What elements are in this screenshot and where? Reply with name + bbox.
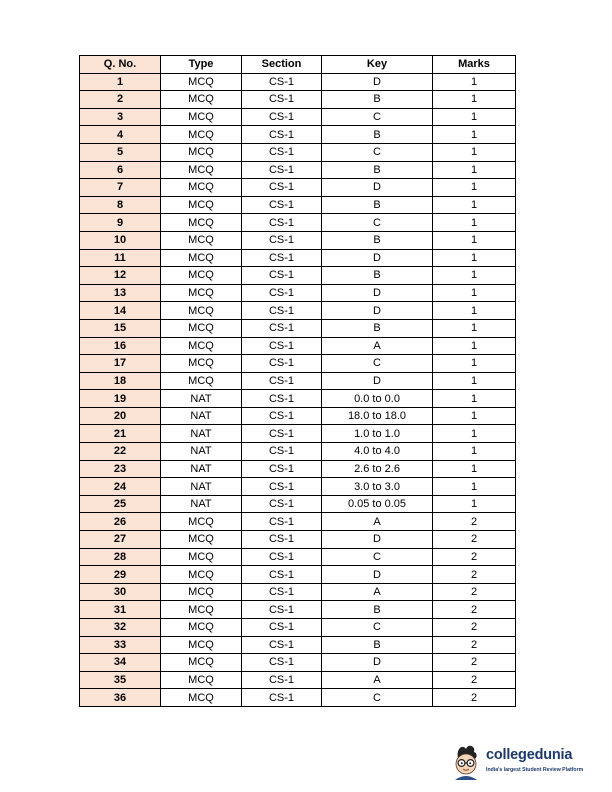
cell-q-no: 1 (80, 73, 161, 91)
table-row (80, 284, 516, 302)
table-row (80, 619, 516, 637)
cell-section: CS-1 (242, 284, 322, 302)
cell-q-no: 9 (80, 214, 161, 232)
cell-marks: 2 (433, 671, 516, 689)
cell-type: MCQ (161, 302, 242, 320)
cell-section: CS-1 (242, 583, 322, 601)
cell-q-no: 13 (80, 284, 161, 302)
cell-type: MCQ (161, 566, 242, 584)
cell-key: D (322, 654, 433, 672)
cell-key: 4.0 to 4.0 (322, 443, 433, 461)
cell-marks: 1 (433, 196, 516, 214)
cell-type: MCQ (161, 161, 242, 179)
table-row (80, 636, 516, 654)
cell-q-no: 12 (80, 267, 161, 285)
cell-type: MCQ (161, 654, 242, 672)
cell-q-no: 34 (80, 654, 161, 672)
cell-section: CS-1 (242, 372, 322, 390)
cell-q-no: 3 (80, 108, 161, 126)
cell-type: MCQ (161, 214, 242, 232)
cell-section: CS-1 (242, 548, 322, 566)
cell-q-no: 2 (80, 91, 161, 109)
cell-section: CS-1 (242, 319, 322, 337)
cell-q-no: 19 (80, 390, 161, 408)
table-row (80, 513, 516, 531)
cell-type: MCQ (161, 619, 242, 637)
cell-marks: 1 (433, 443, 516, 461)
cell-q-no: 18 (80, 372, 161, 390)
cell-section: CS-1 (242, 460, 322, 478)
table-row (80, 267, 516, 285)
cell-type: MCQ (161, 636, 242, 654)
cell-type: MCQ (161, 126, 242, 144)
cell-section: CS-1 (242, 214, 322, 232)
cell-marks: 1 (433, 267, 516, 285)
cell-section: CS-1 (242, 425, 322, 443)
cell-q-no: 8 (80, 196, 161, 214)
table-row (80, 601, 516, 619)
cell-section: CS-1 (242, 407, 322, 425)
cell-marks: 1 (433, 355, 516, 373)
cell-q-no: 30 (80, 583, 161, 601)
cell-q-no: 10 (80, 231, 161, 249)
cell-type: MCQ (161, 671, 242, 689)
cell-section: CS-1 (242, 179, 322, 197)
cell-section: CS-1 (242, 619, 322, 637)
cell-marks: 1 (433, 390, 516, 408)
cell-section: CS-1 (242, 267, 322, 285)
table-row (80, 249, 516, 267)
cell-type: NAT (161, 460, 242, 478)
brand-name: collegedunia (486, 747, 573, 763)
cell-key: D (322, 249, 433, 267)
cell-marks: 1 (433, 249, 516, 267)
cell-marks: 2 (433, 548, 516, 566)
cell-q-no: 29 (80, 566, 161, 584)
cell-q-no: 20 (80, 407, 161, 425)
cell-q-no: 36 (80, 689, 161, 707)
table-row (80, 143, 516, 161)
cell-section: CS-1 (242, 249, 322, 267)
cell-section: CS-1 (242, 495, 322, 513)
cell-type: MCQ (161, 231, 242, 249)
cell-type: NAT (161, 478, 242, 496)
cell-section: CS-1 (242, 390, 322, 408)
cell-section: CS-1 (242, 443, 322, 461)
cell-type: MCQ (161, 531, 242, 549)
cell-key: 0.05 to 0.05 (322, 495, 433, 513)
cell-q-no: 15 (80, 319, 161, 337)
cell-section: CS-1 (242, 531, 322, 549)
cell-q-no: 24 (80, 478, 161, 496)
cell-marks: 1 (433, 372, 516, 390)
cell-section: CS-1 (242, 671, 322, 689)
cell-marks: 1 (433, 478, 516, 496)
table-row (80, 583, 516, 601)
cell-q-no: 6 (80, 161, 161, 179)
cell-type: MCQ (161, 196, 242, 214)
cell-q-no: 35 (80, 671, 161, 689)
cell-marks: 2 (433, 601, 516, 619)
cell-key: 2.6 to 2.6 (322, 460, 433, 478)
cell-type: MCQ (161, 337, 242, 355)
cell-key: D (322, 566, 433, 584)
cell-key: B (322, 231, 433, 249)
cell-marks: 1 (433, 460, 516, 478)
table-row (80, 73, 516, 91)
cell-key: C (322, 214, 433, 232)
cell-type: MCQ (161, 284, 242, 302)
cell-key: C (322, 619, 433, 637)
student-mascot-icon (448, 742, 484, 780)
cell-section: CS-1 (242, 143, 322, 161)
cell-q-no: 14 (80, 302, 161, 320)
table-row (80, 91, 516, 109)
table-row (80, 531, 516, 549)
table-row (80, 689, 516, 707)
cell-section: CS-1 (242, 302, 322, 320)
cell-type: MCQ (161, 143, 242, 161)
cell-type: MCQ (161, 91, 242, 109)
cell-key: 3.0 to 3.0 (322, 478, 433, 496)
table-row (80, 478, 516, 496)
cell-section: CS-1 (242, 478, 322, 496)
cell-key: D (322, 73, 433, 91)
cell-section: CS-1 (242, 601, 322, 619)
collegedunia-watermark (448, 742, 598, 782)
cell-section: CS-1 (242, 91, 322, 109)
table-row (80, 179, 516, 197)
cell-section: CS-1 (242, 654, 322, 672)
cell-q-no: 7 (80, 179, 161, 197)
cell-key: B (322, 319, 433, 337)
cell-type: MCQ (161, 319, 242, 337)
cell-key: C (322, 108, 433, 126)
cell-type: MCQ (161, 689, 242, 707)
cell-type: NAT (161, 407, 242, 425)
table-row (80, 126, 516, 144)
cell-key: D (322, 372, 433, 390)
answer-key-table (79, 55, 516, 707)
cell-key: B (322, 267, 433, 285)
cell-type: MCQ (161, 73, 242, 91)
cell-marks: 1 (433, 91, 516, 109)
cell-type: MCQ (161, 601, 242, 619)
cell-type: NAT (161, 443, 242, 461)
cell-q-no: 16 (80, 337, 161, 355)
cell-section: CS-1 (242, 161, 322, 179)
cell-q-no: 32 (80, 619, 161, 637)
table-row (80, 355, 516, 373)
cell-key: A (322, 671, 433, 689)
cell-type: MCQ (161, 249, 242, 267)
cell-marks: 1 (433, 319, 516, 337)
cell-marks: 1 (433, 425, 516, 443)
cell-key: C (322, 143, 433, 161)
cell-marks: 2 (433, 654, 516, 672)
cell-key: 1.0 to 1.0 (322, 425, 433, 443)
cell-key: A (322, 513, 433, 531)
brand-tagline: India's largest Student Review Platform (486, 767, 584, 773)
cell-type: MCQ (161, 583, 242, 601)
cell-type: MCQ (161, 355, 242, 373)
cell-section: CS-1 (242, 636, 322, 654)
table-row (80, 495, 516, 513)
cell-key: 0.0 to 0.0 (322, 390, 433, 408)
header-marks: Marks (433, 56, 516, 74)
cell-marks: 2 (433, 566, 516, 584)
cell-section: CS-1 (242, 566, 322, 584)
cell-q-no: 27 (80, 531, 161, 549)
cell-section: CS-1 (242, 126, 322, 144)
cell-type: MCQ (161, 179, 242, 197)
table-row (80, 566, 516, 584)
table-header-row (80, 56, 516, 74)
table-row (80, 390, 516, 408)
cell-type: NAT (161, 390, 242, 408)
cell-marks: 1 (433, 161, 516, 179)
table-row (80, 548, 516, 566)
table-row (80, 671, 516, 689)
cell-key: B (322, 126, 433, 144)
cell-marks: 1 (433, 108, 516, 126)
cell-q-no: 4 (80, 126, 161, 144)
cell-key: D (322, 179, 433, 197)
header-section: Section (242, 56, 322, 74)
cell-key: B (322, 196, 433, 214)
cell-section: CS-1 (242, 355, 322, 373)
cell-key: B (322, 636, 433, 654)
cell-marks: 1 (433, 407, 516, 425)
table-row (80, 443, 516, 461)
cell-type: MCQ (161, 513, 242, 531)
table-row (80, 231, 516, 249)
cell-type: MCQ (161, 108, 242, 126)
table-body (80, 73, 516, 706)
cell-marks: 1 (433, 302, 516, 320)
cell-q-no: 28 (80, 548, 161, 566)
cell-marks: 2 (433, 583, 516, 601)
cell-section: CS-1 (242, 337, 322, 355)
cell-section: CS-1 (242, 108, 322, 126)
cell-section: CS-1 (242, 513, 322, 531)
cell-marks: 1 (433, 337, 516, 355)
cell-key: B (322, 161, 433, 179)
cell-key: C (322, 689, 433, 707)
cell-key: D (322, 302, 433, 320)
cell-q-no: 22 (80, 443, 161, 461)
cell-type: NAT (161, 425, 242, 443)
cell-key: B (322, 91, 433, 109)
cell-q-no: 23 (80, 460, 161, 478)
cell-q-no: 21 (80, 425, 161, 443)
cell-key: A (322, 337, 433, 355)
cell-q-no: 17 (80, 355, 161, 373)
table-row (80, 654, 516, 672)
cell-type: NAT (161, 495, 242, 513)
cell-q-no: 33 (80, 636, 161, 654)
header-q-no: Q. No. (80, 56, 161, 74)
cell-marks: 2 (433, 513, 516, 531)
cell-section: CS-1 (242, 73, 322, 91)
header-key: Key (322, 56, 433, 74)
table-row (80, 319, 516, 337)
cell-key: C (322, 548, 433, 566)
cell-section: CS-1 (242, 196, 322, 214)
cell-marks: 1 (433, 126, 516, 144)
cell-marks: 2 (433, 689, 516, 707)
cell-section: CS-1 (242, 689, 322, 707)
cell-marks: 1 (433, 179, 516, 197)
cell-marks: 1 (433, 214, 516, 232)
cell-key: A (322, 583, 433, 601)
table-row (80, 161, 516, 179)
table-row (80, 460, 516, 478)
cell-marks: 1 (433, 73, 516, 91)
cell-marks: 1 (433, 231, 516, 249)
cell-marks: 1 (433, 143, 516, 161)
table-row (80, 108, 516, 126)
cell-q-no: 11 (80, 249, 161, 267)
cell-q-no: 25 (80, 495, 161, 513)
cell-marks: 1 (433, 284, 516, 302)
cell-q-no: 31 (80, 601, 161, 619)
table-row (80, 214, 516, 232)
cell-key: D (322, 284, 433, 302)
cell-q-no: 26 (80, 513, 161, 531)
table-row (80, 407, 516, 425)
table-row (80, 302, 516, 320)
cell-key: B (322, 601, 433, 619)
table-row (80, 425, 516, 443)
header-type: Type (161, 56, 242, 74)
cell-type: MCQ (161, 267, 242, 285)
table-row (80, 196, 516, 214)
cell-type: MCQ (161, 372, 242, 390)
cell-q-no: 5 (80, 143, 161, 161)
cell-type: MCQ (161, 548, 242, 566)
cell-marks: 2 (433, 531, 516, 549)
cell-key: 18.0 to 18.0 (322, 407, 433, 425)
table-row (80, 337, 516, 355)
cell-marks: 1 (433, 495, 516, 513)
cell-section: CS-1 (242, 231, 322, 249)
cell-key: D (322, 531, 433, 549)
cell-marks: 2 (433, 619, 516, 637)
cell-marks: 2 (433, 636, 516, 654)
table-row (80, 372, 516, 390)
cell-key: C (322, 355, 433, 373)
